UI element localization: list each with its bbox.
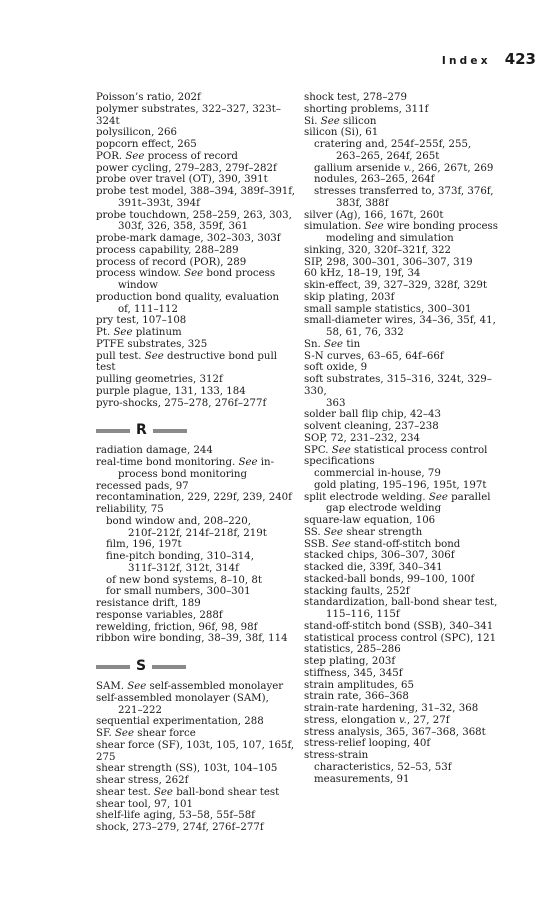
index-entry: stress analysis, 365, 367–368, 368t — [304, 726, 486, 738]
index-entry: silicon (Si), 61 — [304, 127, 379, 139]
index-entry: pulling geometries, 312f — [96, 374, 223, 385]
index-column-left — [96, 92, 296, 834]
index-entry: shear stress, 262f — [96, 775, 189, 786]
index-entry: recontamination, 229, 229f, 239, 240f — [96, 492, 292, 504]
index-entry: small-diameter wires, 34–36, 35f, 41, — [304, 315, 496, 327]
section-rule-right — [152, 665, 186, 669]
index-column-right — [304, 92, 504, 785]
index-entry-continuation: of, 111–112 — [118, 303, 179, 315]
index-subentry: stresses transferred to, 373f, 376f, — [314, 186, 494, 197]
index-entry: soft oxide, 9 — [304, 362, 368, 374]
index-entry: production bond quality, evaluation — [96, 291, 280, 303]
index-subentry: 263–265, 264f, 265t — [336, 150, 440, 162]
index-entry: SS. See shear strength — [304, 526, 423, 538]
index-entry: rewelding, friction, 96f, 98, 98f — [96, 621, 258, 633]
index-subentry: gallium arsenide v., 266, 267t, 269 — [314, 162, 494, 174]
index-entry: ribbon wire bonding, 38–39, 38f, 114 — [96, 633, 288, 645]
index-entry: statistics, 285–286 — [304, 644, 401, 656]
section-rule-left — [96, 665, 130, 669]
index-entry: stress-strain — [304, 750, 369, 761]
index-entry: polysilicon, 266 — [96, 127, 177, 139]
index-entry-continuation: process bond monitoring — [118, 468, 247, 480]
index-entry: skin-effect, 39, 327–329, 328f, 329t — [304, 280, 488, 291]
index-entry: shear test. See ball-bond shear test — [96, 786, 280, 798]
index-subentry: measurements, 91 — [314, 773, 410, 785]
index-entry: shear force (SF), 103t, 105, 107, 165f, 275 — [96, 739, 295, 763]
index-entry: shock, 273–279, 274f, 276f–277f — [96, 822, 264, 833]
index-entry: small sample statistics, 300–301 — [304, 303, 472, 315]
index-entry: stress, elongation v., 27, 27f — [304, 714, 450, 726]
index-entry: SF. See shear force — [96, 728, 196, 739]
index-entry: response variables, 288f — [96, 609, 223, 621]
index-entry: simulation. See wire bonding process — [304, 221, 499, 233]
index-subentry: bond window and, 208–220, — [106, 515, 251, 527]
index-entry: shelf-life aging, 53–58, 55f–58f — [96, 810, 255, 822]
index-entry: self-assembled monolayer (SAM), — [96, 692, 269, 704]
running-header — [442, 50, 536, 68]
index-entry: resistance drift, 189 — [96, 598, 201, 609]
index-entry: Pt. See platinum — [96, 327, 182, 338]
index-entry-continuation: 58, 61, 76, 332 — [326, 327, 404, 338]
index-entry: purple plague, 131, 133, 184 — [96, 385, 246, 397]
index-entry-continuation: 363 — [326, 397, 346, 409]
index-entry: stress-relief looping, 40f — [304, 738, 431, 750]
index-entry: pyro-shocks, 275–278, 276f–277f — [96, 397, 267, 409]
index-entry: shorting problems, 311f — [304, 103, 429, 115]
index-entry: probe over travel (OT), 390, 391t — [96, 174, 268, 186]
running-head: Index — [441, 55, 491, 67]
index-entry: 60 kHz, 18–19, 19f, 34 — [304, 268, 421, 280]
index-entry: step plating, 203f — [304, 656, 396, 667]
index-entry: polymer substrates, 322–327, 323t–324t — [96, 103, 281, 127]
index-entry: solvent cleaning, 237–238 — [304, 421, 439, 432]
index-entry: probe touchdown, 258–259, 263, 303, — [96, 209, 292, 221]
section-rule-right — [153, 429, 187, 433]
index-entry-continuation: gap electrode welding — [326, 503, 442, 515]
index-subentry: commercial in-house, 79 — [314, 468, 441, 479]
section-rule-left — [96, 429, 130, 433]
index-entry: solder ball flip chip, 42–43 — [304, 409, 441, 421]
index-entry: process capability, 288–289 — [96, 244, 239, 256]
index-entry: stand-off-stitch bond (SSB), 340–341 — [304, 620, 494, 632]
index-entry: square-law equation, 106 — [304, 515, 436, 526]
index-entry: stacked chips, 306–307, 306f — [304, 550, 455, 562]
section-letter: R — [136, 422, 147, 439]
index-subentry: gold plating, 195–196, 195t, 197t — [314, 479, 487, 491]
index-entry: soft substrates, 315–316, 324t, 329–330, — [304, 374, 492, 397]
index-subentry: 311f–312f, 312t, 314f — [128, 562, 239, 574]
index-entry: PTFE substrates, 325 — [96, 338, 208, 350]
index-entry: radiation damage, 244 — [96, 445, 213, 457]
index-entry: stiffness, 345, 345f — [304, 667, 403, 679]
index-entry: probe-mark damage, 302–303, 303f — [96, 233, 281, 244]
index-entry: statistical process control (SPC), 121 — [304, 632, 497, 644]
index-subentry: 383f, 388f — [336, 197, 389, 209]
index-subentry: nodules, 263–265, 264f — [314, 174, 435, 186]
index-subentry: characteristics, 52–53, 53f — [314, 761, 452, 773]
index-entry: popcorn effect, 265 — [96, 139, 197, 150]
index-entry: process window. See bond process — [96, 268, 276, 280]
index-entry: probe test model, 388–394, 389f–391f, — [96, 186, 295, 197]
index-entry: Si. See silicon — [304, 115, 377, 127]
index-subentry: fine-pitch bonding, 310–314, — [106, 551, 254, 562]
index-entry: process of record (POR), 289 — [96, 256, 247, 268]
index-entry: Poisson’s ratio, 202f — [96, 92, 201, 103]
index-entry: SOP, 72, 231–232, 234 — [304, 432, 420, 444]
index-entry: pull test. See destructive bond pull test — [96, 350, 278, 374]
index-entry: sequential experimentation, 288 — [96, 716, 264, 728]
index-subentry: 210f–212f, 214f–218f, 219t — [128, 527, 267, 539]
index-subentry: film, 196, 197t — [106, 539, 182, 551]
index-entry: shock test, 278–279 — [304, 92, 407, 103]
index-entry: Sn. See tin — [304, 338, 361, 350]
index-entry-continuation: 391t–393t, 394f — [118, 197, 200, 209]
index-entry: shear tool, 97, 101 — [96, 798, 193, 810]
index-entry: shear strength (SS), 103t, 104–105 — [96, 763, 278, 775]
section-letter: S — [136, 658, 147, 675]
index-subentry: for small numbers, 300–301 — [106, 586, 251, 598]
index-entry: silver (Ag), 166, 167t, 260t — [304, 209, 444, 221]
index-subentry: of new bond systems, 8–10, 8t — [106, 574, 262, 586]
section-heading-r — [96, 423, 296, 439]
index-entry-continuation: modeling and simulation — [326, 233, 454, 244]
page-number: 423 — [504, 50, 536, 68]
index-entry: stacked-ball bonds, 99–100, 100f — [304, 573, 475, 585]
index-entry-continuation: 115–116, 115f — [326, 609, 400, 620]
index-entry: pry test, 107–108 — [96, 315, 187, 327]
index-entry-continuation: window — [118, 280, 158, 291]
index-entry: sinking, 320, 320f–321f, 322 — [304, 244, 452, 256]
index-entry: split electrode welding. See parallel — [304, 491, 491, 503]
index-entry: strain amplitudes, 65 — [304, 679, 414, 691]
index-entry: POR. See process of record — [96, 150, 238, 162]
index-entry: standardization, ball-bond shear test, — [304, 597, 498, 609]
index-entry: skip plating, 203f — [304, 291, 395, 303]
index-entry: SPC. See statistical process control — [304, 444, 488, 456]
index-entry: strain-rate hardening, 31–32, 368 — [304, 703, 479, 714]
index-entry: real-time bond monitoring. See in- — [96, 457, 275, 468]
index-entry: S-N curves, 63–65, 64f–66f — [304, 350, 444, 362]
index-entry: stacked die, 339f, 340–341 — [304, 562, 443, 573]
index-entry: stacking faults, 252f — [304, 585, 410, 597]
index-entry: power cycling, 279–283, 279f–282f — [96, 162, 277, 174]
section-heading-s — [96, 659, 296, 675]
index-entry: SAM. See self-assembled monolayer — [96, 681, 284, 692]
index-entry-continuation: 303f, 326, 358, 359f, 361 — [118, 221, 248, 233]
index-entry: specifications — [304, 456, 375, 468]
index-entry: SIP, 298, 300–301, 306–307, 319 — [304, 256, 473, 268]
index-entry-continuation: 221–222 — [118, 704, 162, 716]
index-entry: recessed pads, 97 — [96, 480, 189, 492]
index-subentry: cratering and, 254f–255f, 255, — [314, 139, 472, 150]
index-entry: strain rate, 366–368 — [304, 691, 409, 703]
index-entry: SSB. See stand-off-stitch bond — [304, 538, 461, 550]
index-entry: reliability, 75 — [96, 504, 164, 515]
